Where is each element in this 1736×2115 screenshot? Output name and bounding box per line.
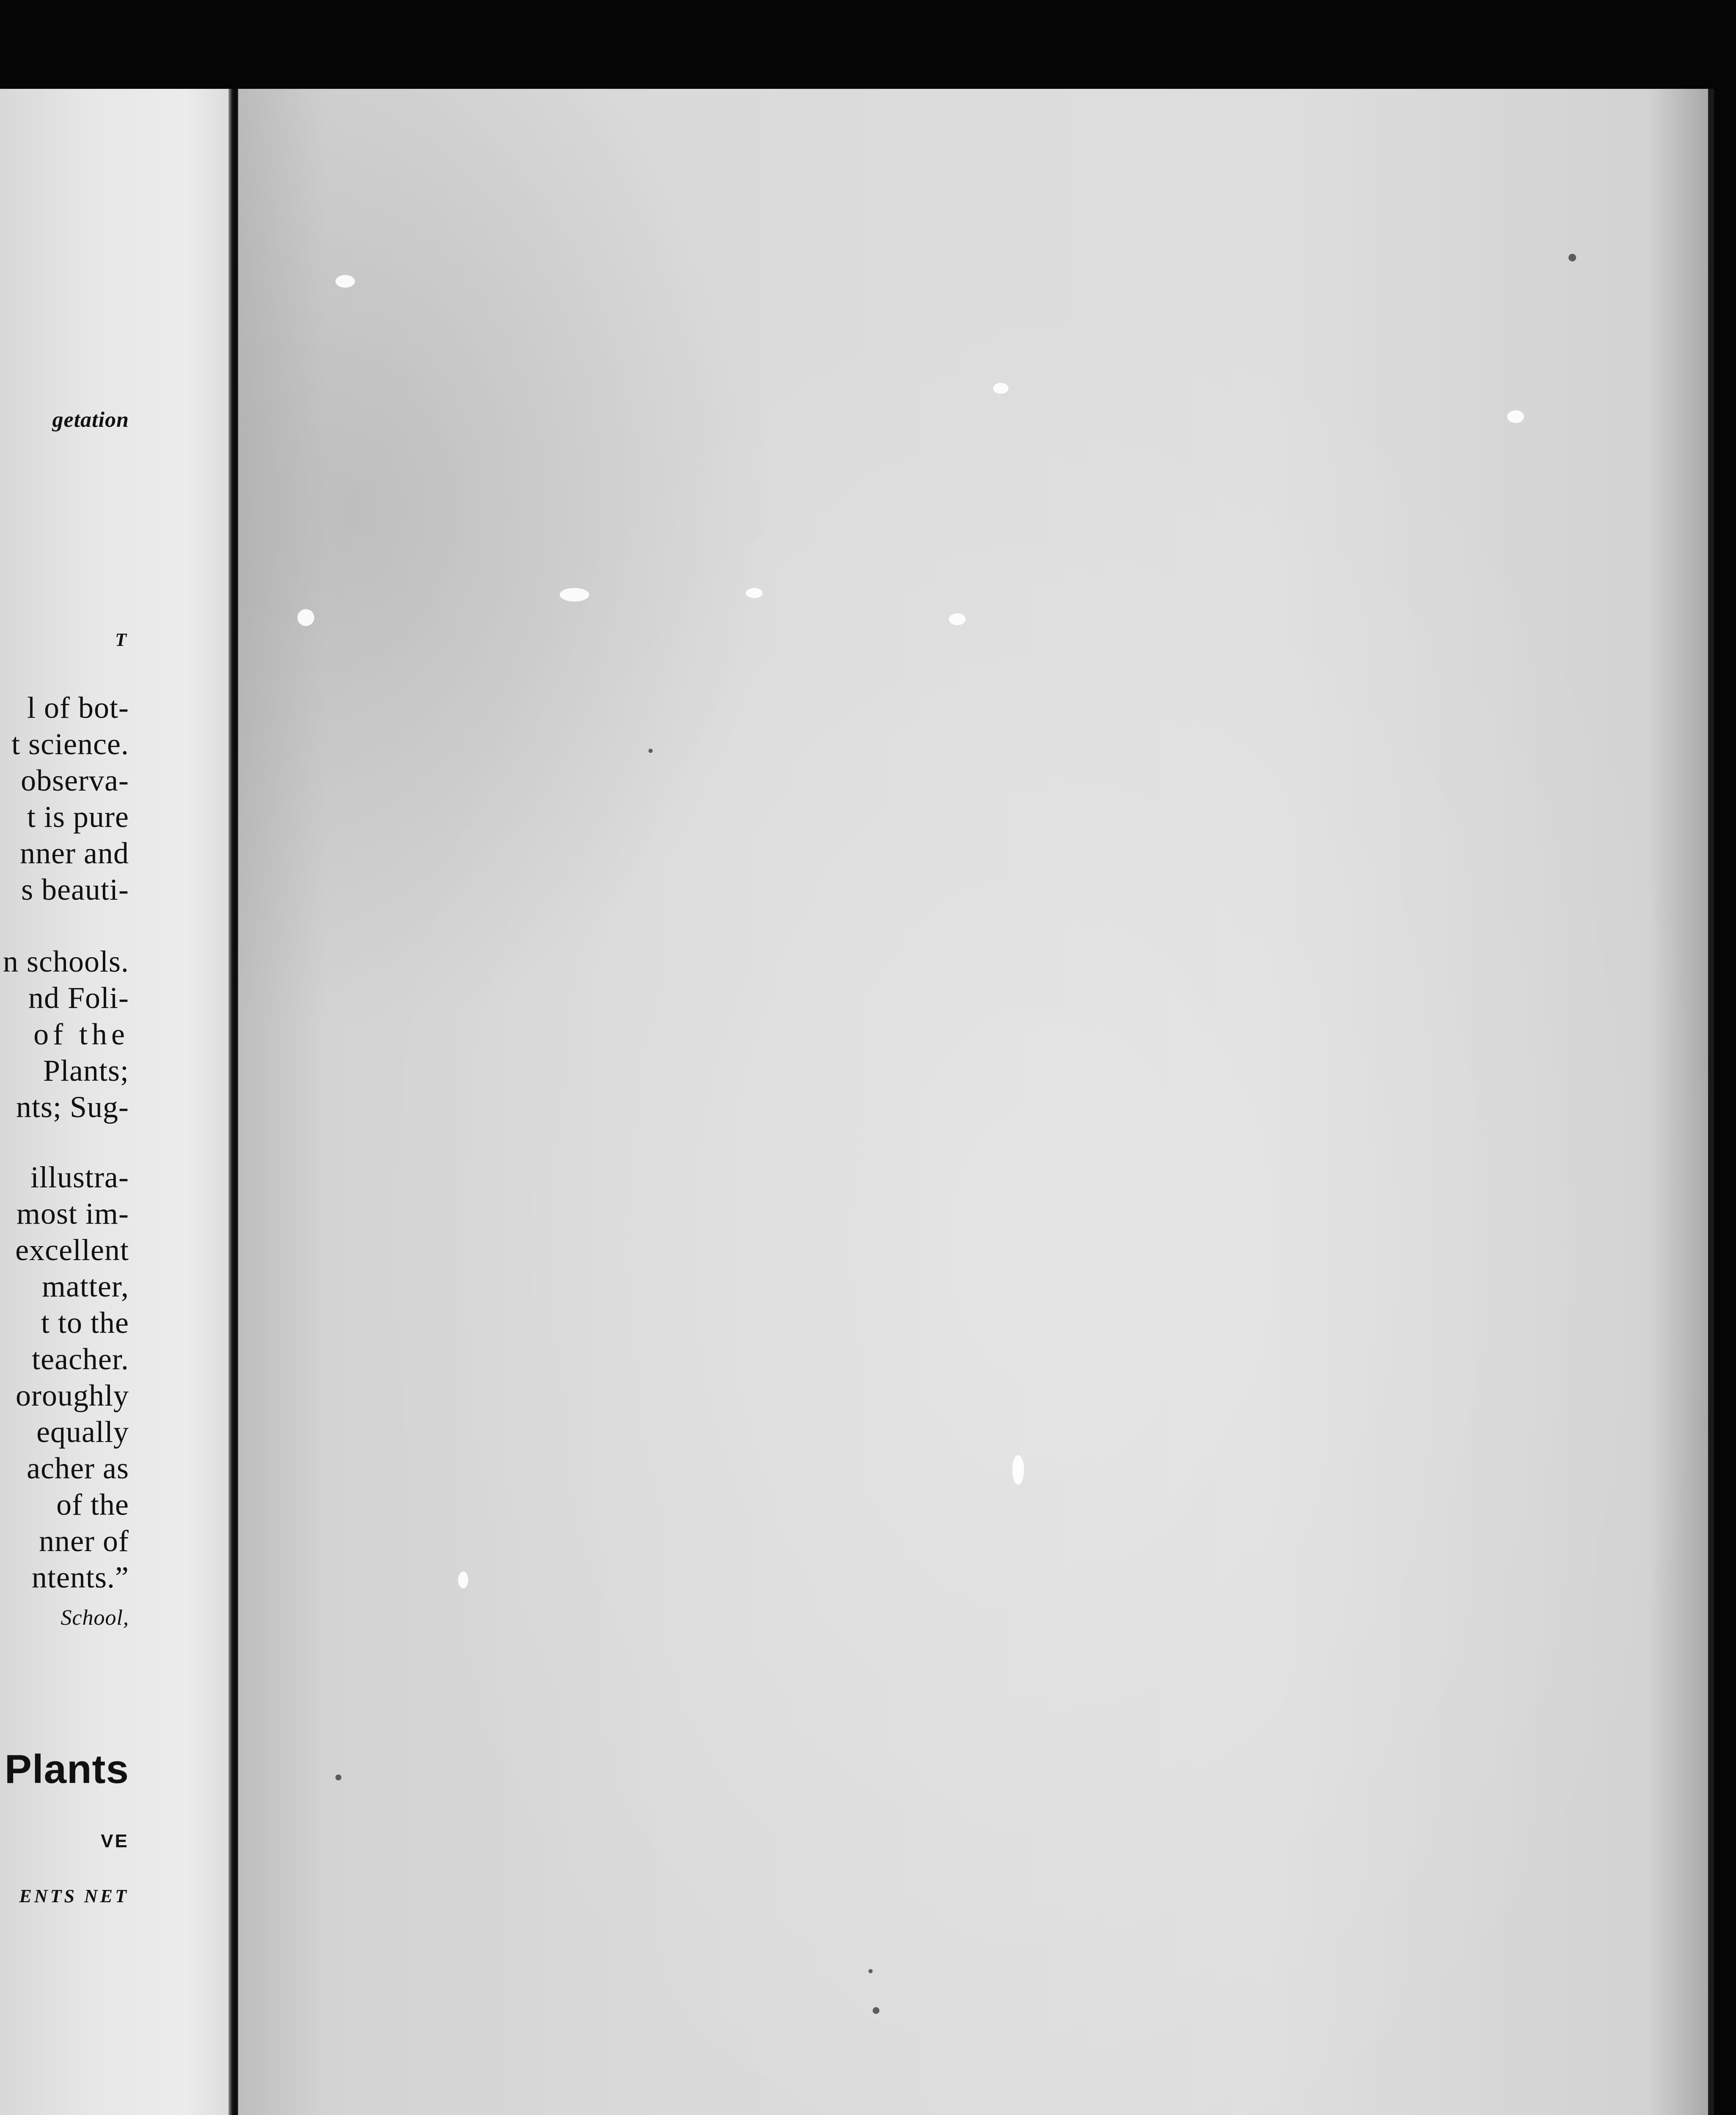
text-line: VE: [101, 1831, 129, 1851]
text-line: acher as: [27, 1451, 129, 1485]
text-line: t to the: [41, 1306, 129, 1340]
text-line: t is pure: [27, 800, 129, 834]
paper-dot: [868, 1969, 873, 1973]
paper-speck: [560, 588, 589, 602]
paper-speck: [949, 613, 966, 625]
paper-dot: [1568, 254, 1576, 261]
text-line: School,: [60, 1606, 129, 1630]
paper-speck: [1012, 1455, 1024, 1485]
left-page: [0, 89, 231, 2115]
text-line: of the: [56, 1488, 129, 1522]
text-line: observa-: [21, 764, 129, 797]
text-line: nner of: [39, 1524, 129, 1558]
paper-dot: [873, 2007, 879, 2014]
text-line: Plants;: [43, 1054, 129, 1088]
paper-speck: [1507, 410, 1524, 423]
text-line: ntents.”: [32, 1560, 129, 1594]
text-line: l of bot-: [27, 691, 129, 725]
text-line: nts; Sug-: [16, 1090, 129, 1124]
text-line: n schools.: [3, 945, 129, 978]
price-line: ENTS NET: [19, 1886, 129, 1906]
text-line: T: [115, 629, 129, 650]
text-line: excellent: [15, 1233, 129, 1267]
text-line: illustra-: [30, 1160, 129, 1194]
paper-speck: [297, 609, 314, 626]
text-line: t science.: [11, 727, 129, 761]
right-page: [238, 89, 1714, 2115]
paper-speck: [458, 1571, 468, 1588]
text-line: teacher.: [32, 1342, 129, 1376]
text-line: equally: [36, 1415, 129, 1449]
text-line: nd Foli-: [28, 981, 129, 1015]
paper-speck: [335, 275, 355, 288]
text-line: getation: [52, 408, 129, 432]
text-line: matter,: [41, 1269, 129, 1303]
paper-speck: [746, 588, 763, 598]
text-line: oroughly: [16, 1379, 129, 1412]
paper-dot: [335, 1774, 341, 1780]
text-line: nner and: [20, 836, 129, 870]
text-line: s beauti-: [21, 873, 129, 906]
paper-dot: [648, 749, 653, 753]
text-line: of the: [33, 1017, 129, 1051]
paper-speck: [993, 383, 1008, 394]
text-line: most im-: [16, 1197, 129, 1231]
book-title: Plants: [4, 1747, 129, 1792]
